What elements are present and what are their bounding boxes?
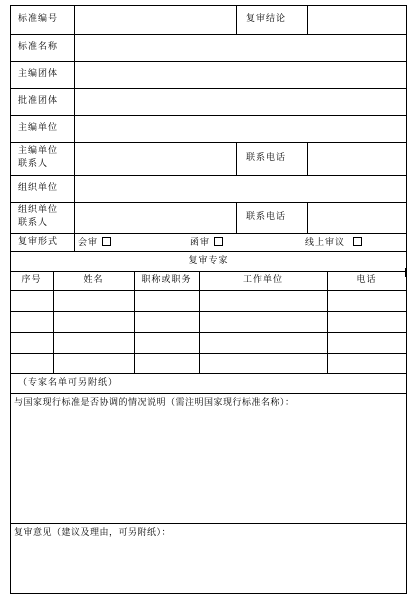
rule-10	[10, 271, 407, 272]
rule-r6-a	[236, 142, 237, 175]
rule-r8-a	[236, 202, 237, 233]
rule-bottom	[10, 593, 407, 594]
online-checkbox[interactable]	[353, 237, 362, 246]
rule-r8-b	[307, 202, 308, 233]
meeting-checkbox[interactable]	[102, 237, 111, 246]
rule-exp-4	[327, 271, 328, 373]
rule-1	[10, 34, 407, 35]
letter-checkbox[interactable]	[214, 237, 223, 246]
rule-right	[406, 5, 407, 594]
rule-14	[10, 353, 407, 354]
organizing-unit-contact-label-line1: 组织单位	[18, 205, 59, 215]
rule-16	[10, 393, 407, 394]
rule-2	[10, 61, 407, 62]
option-meeting-label: 会审	[78, 238, 99, 248]
option-online[interactable]	[305, 237, 362, 249]
review-form-label: 复审形式	[18, 237, 59, 247]
editing-group-label: 主编团体	[18, 69, 59, 79]
col-header-phone: 电话	[356, 275, 377, 285]
review-opinion-label: 复审意见（建议及理由，可另附纸）：	[14, 528, 172, 538]
rule-exp-3	[199, 271, 200, 373]
editing-unit-label: 主编单位	[18, 123, 59, 133]
rule-r1-a	[236, 5, 237, 34]
rule-15	[10, 373, 407, 374]
rule-9	[10, 251, 407, 252]
rule-5	[10, 142, 407, 143]
rule-7	[10, 202, 407, 203]
experts-note: （专家名单可另附纸）	[18, 378, 119, 388]
option-letter[interactable]	[190, 237, 223, 249]
rule-6	[10, 175, 407, 176]
option-letter-label: 函审	[190, 238, 211, 248]
rule-top	[10, 5, 407, 6]
organizing-unit-label: 组织单位	[18, 183, 59, 193]
rule-17	[10, 523, 407, 524]
standard-name-label: 标准名称	[18, 42, 59, 52]
standard-number-label: 标准编号	[18, 14, 59, 24]
contact-phone-label: 联系电话	[246, 153, 287, 163]
rule-left	[10, 5, 11, 594]
rule-13	[10, 332, 407, 333]
rule-exp-1	[53, 271, 54, 373]
organizing-unit-contact-label-line2: 联系人	[18, 218, 49, 228]
rule-11	[10, 290, 407, 291]
coordination-label: 与国家现行标准是否协调的情况说明（需注明国家现行标准名称）：	[14, 398, 295, 408]
rule-r6-b	[307, 142, 308, 175]
rule-4	[10, 115, 407, 116]
rule-label-col	[74, 5, 75, 251]
margin-mark	[405, 268, 407, 277]
approving-group-label: 批准团体	[18, 96, 59, 106]
rule-exp-2	[134, 271, 135, 373]
col-header-index: 序号	[21, 275, 42, 285]
option-online-label: 线上审议	[305, 238, 346, 248]
col-header-name: 姓名	[83, 275, 104, 285]
standard-review-form	[10, 5, 407, 594]
editing-unit-contact-label-line2: 联系人	[18, 159, 49, 169]
rule-3	[10, 88, 407, 89]
rule-12	[10, 311, 407, 312]
col-header-title: 职称或职务	[141, 275, 192, 285]
rule-8	[10, 233, 407, 234]
col-header-workplace: 工作单位	[242, 275, 283, 285]
contact-phone-label-2: 联系电话	[246, 212, 287, 222]
editing-unit-contact-label-line1: 主编单位	[18, 146, 59, 156]
option-meeting[interactable]	[78, 237, 111, 249]
review-conclusion-label: 复审结论	[246, 14, 287, 24]
experts-section-title: 复审专家	[188, 256, 229, 266]
rule-r1-b	[307, 5, 308, 34]
